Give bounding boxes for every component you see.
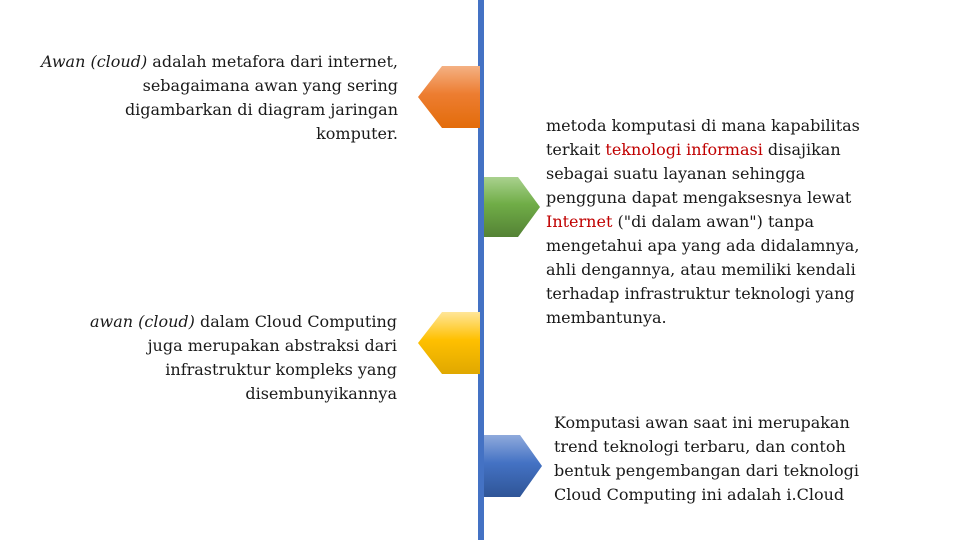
definition-highlight-it: teknologi informasi xyxy=(605,140,763,159)
cloud-metaphor-italic: Awan (cloud) xyxy=(41,52,148,71)
definition-part-2: disajikan sebagai suatu layanan sehingga pengguna dapat mengaksesnya lewat xyxy=(546,140,852,207)
cloud-trend-content: Komputasi awan saat ini merupakan trend teknologi terbaru, dan contoh bentuk pengembangan dari teknologi Cloud Computing ini adalah i.Cloud xyxy=(554,413,859,504)
cloud-abstraction-rest: dalam Cloud Computing juga merupakan abstraksi dari infrastruktur kompleks yang disembunyikannya xyxy=(147,312,397,403)
green-arrow-marker xyxy=(484,177,540,237)
cloud-computing-definition xyxy=(546,114,886,330)
cloud-trend-text xyxy=(554,411,884,507)
cloud-abstraction-text xyxy=(60,310,397,406)
cloud-metaphor-rest: adalah metafora dari internet, sebagaimana awan yang sering digambarkan di diagram jaringan komputer. xyxy=(124,52,398,143)
definition-part-1: metoda komputasi di mana kapabilitas terkait xyxy=(546,116,860,159)
yellow-arrow-marker xyxy=(418,312,480,374)
definition-highlight-internet: Internet xyxy=(546,212,613,231)
orange-arrow-marker xyxy=(418,66,480,128)
cloud-abstraction-italic: awan (cloud) xyxy=(90,312,195,331)
blue-arrow-marker xyxy=(484,435,542,497)
cloud-metaphor-text xyxy=(40,50,398,146)
definition-part-3: ("di dalam awan") tanpa mengetahui apa yang ada didalamnya, ahli dengannya, atau memiliki kendali terhadap infrastruktur teknologi yang membantunya. xyxy=(546,212,860,327)
